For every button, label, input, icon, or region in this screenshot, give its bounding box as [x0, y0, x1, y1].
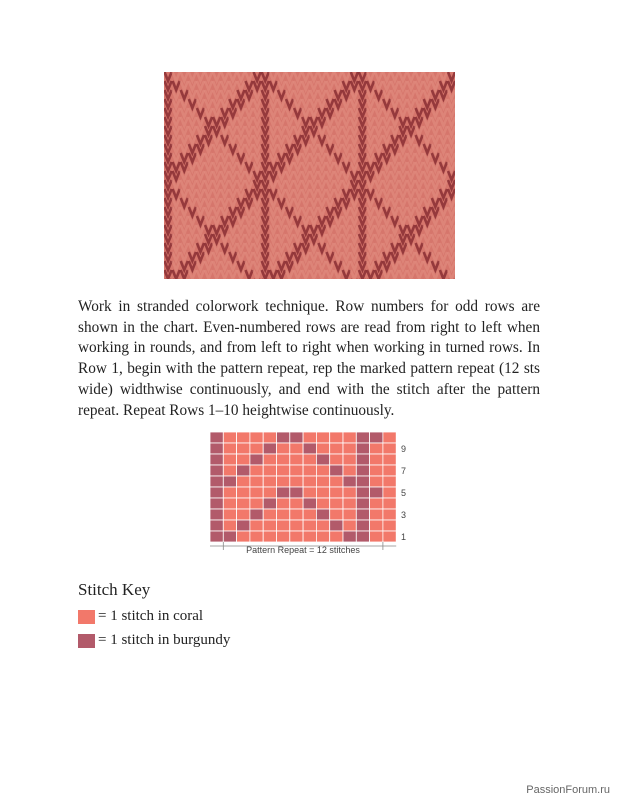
chart-cell	[223, 509, 236, 520]
chart-cell	[290, 476, 303, 487]
chart-cell	[383, 443, 396, 454]
chart-cell	[237, 454, 250, 465]
chart-cell	[370, 531, 383, 542]
chart-cell	[210, 531, 223, 542]
row-label-1: 1	[401, 532, 407, 542]
chart-cell	[237, 465, 250, 476]
chart-cell	[330, 443, 343, 454]
chart-cell	[263, 531, 276, 542]
chart-cell	[303, 465, 316, 476]
chart-cell	[303, 432, 316, 443]
chart-cell	[237, 487, 250, 498]
row-label-5: 5	[401, 488, 407, 498]
chart-cell	[316, 432, 329, 443]
chart-cell	[356, 476, 369, 487]
chart-cell	[290, 465, 303, 476]
chart-cell	[370, 520, 383, 531]
chart-cell	[223, 487, 236, 498]
chart-cell	[356, 465, 369, 476]
chart-cell	[316, 509, 329, 520]
chart-cell	[237, 509, 250, 520]
chart-cell	[290, 487, 303, 498]
chart-cell	[277, 509, 290, 520]
chart-cell	[237, 476, 250, 487]
chart-cell	[250, 498, 263, 509]
chart-cell	[237, 432, 250, 443]
chart-cell	[316, 520, 329, 531]
chart-cell	[356, 531, 369, 542]
chart-cell	[316, 487, 329, 498]
chart-cell	[370, 454, 383, 465]
chart-cell	[343, 465, 356, 476]
chart-cell	[383, 487, 396, 498]
stitch-key-title: Stitch Key	[78, 580, 151, 599]
chart-cell	[263, 509, 276, 520]
chart-cell	[210, 520, 223, 531]
chart-cell	[263, 432, 276, 443]
chart-cell	[356, 487, 369, 498]
chart-cell	[370, 465, 383, 476]
chart-cell	[303, 509, 316, 520]
chart-cell	[330, 509, 343, 520]
chart-cell	[263, 520, 276, 531]
chart-cell	[223, 531, 236, 542]
chart-cell	[356, 454, 369, 465]
chart-cell	[210, 443, 223, 454]
chart-cell	[343, 476, 356, 487]
chart-cell	[250, 520, 263, 531]
chart-cell	[370, 432, 383, 443]
chart-cell	[250, 432, 263, 443]
chart-cell	[263, 476, 276, 487]
chart-cell	[343, 454, 356, 465]
chart-cell	[290, 432, 303, 443]
chart-cell	[356, 509, 369, 520]
chart-cell	[330, 454, 343, 465]
chart-cell	[210, 498, 223, 509]
chart-cell	[210, 487, 223, 498]
chart-cell	[303, 498, 316, 509]
chart-cell	[303, 476, 316, 487]
chart-cell	[210, 432, 223, 443]
knit-swatch-photo	[164, 72, 455, 279]
chart-cell	[316, 465, 329, 476]
chart-cell	[330, 520, 343, 531]
row-label-9: 9	[401, 444, 407, 454]
chart-cell	[343, 520, 356, 531]
chart-cell	[263, 465, 276, 476]
chart-cell	[237, 520, 250, 531]
chart-cell	[316, 443, 329, 454]
chart-cell	[383, 498, 396, 509]
burgundy-swatch	[78, 634, 95, 648]
chart-cell	[277, 476, 290, 487]
chart-cell	[237, 443, 250, 454]
chart-cell	[210, 465, 223, 476]
chart-cell	[383, 476, 396, 487]
chart-cell	[343, 498, 356, 509]
chart-cell	[383, 465, 396, 476]
chart-cell	[383, 520, 396, 531]
chart-cell	[223, 443, 236, 454]
chart-cell	[277, 454, 290, 465]
coral-swatch	[78, 610, 95, 624]
chart-cell	[250, 509, 263, 520]
watermark: PassionForum.ru	[526, 784, 610, 796]
chart-cell	[316, 498, 329, 509]
chart-cell	[277, 432, 290, 443]
chart-cell	[277, 498, 290, 509]
chart-cell	[290, 454, 303, 465]
chart-cell	[370, 509, 383, 520]
chart-cell	[290, 443, 303, 454]
chart-cell	[277, 520, 290, 531]
chart-cell	[263, 487, 276, 498]
key-item-coral	[78, 608, 203, 625]
chart-cell	[330, 465, 343, 476]
chart-cell	[303, 454, 316, 465]
chart-cell	[330, 476, 343, 487]
chart-cell	[277, 443, 290, 454]
key-label-coral: = 1 stitch in coral	[98, 608, 204, 624]
chart-cell	[277, 487, 290, 498]
chart-cell	[316, 476, 329, 487]
chart-cell	[290, 509, 303, 520]
chart-cell	[343, 432, 356, 443]
chart-cell	[250, 443, 263, 454]
chart-cell	[277, 531, 290, 542]
chart-cell	[277, 465, 290, 476]
instructions-paragraph: Work in stranded colorwork technique. Row numbers for odd rows are shown in the chart. Even-numbered rows are read from right to left when working in rounds, and from left to right when working in turned rows. In Row 1, begin with the pattern repeat, rep the marked pattern repeat (12 sts wide) widthwise continuously, and end with the stitch after the pattern repeat. Repeat Rows 1–10 heightwise continuously.	[78, 298, 540, 419]
chart-cell	[210, 454, 223, 465]
chart-cell	[330, 498, 343, 509]
chart-cell	[343, 443, 356, 454]
chart-cell	[330, 432, 343, 443]
chart-cell	[223, 498, 236, 509]
chart-cell	[343, 531, 356, 542]
chart-cell	[370, 443, 383, 454]
chart-cell	[356, 520, 369, 531]
chart-cell	[237, 531, 250, 542]
chart-cell	[223, 520, 236, 531]
chart-cell	[356, 498, 369, 509]
chart-cell	[370, 498, 383, 509]
chart-cell	[290, 531, 303, 542]
chart-cell	[316, 454, 329, 465]
pattern-repeat-label: Pattern Repeat = 12 stitches	[246, 545, 360, 555]
key-item-burgundy	[78, 632, 230, 649]
chart-cell	[223, 476, 236, 487]
chart-cell	[250, 487, 263, 498]
chart-cell	[303, 531, 316, 542]
chart-cell	[343, 487, 356, 498]
chart-cell	[303, 487, 316, 498]
chart-cell	[330, 487, 343, 498]
chart-cell	[210, 476, 223, 487]
chart-cell	[263, 454, 276, 465]
chart-cell	[343, 509, 356, 520]
key-label-burgundy: = 1 stitch in burgundy	[98, 632, 231, 648]
row-label-3: 3	[401, 510, 407, 520]
chart-cell	[370, 487, 383, 498]
chart-cell	[250, 476, 263, 487]
chart-cell	[223, 454, 236, 465]
chart-cell	[330, 531, 343, 542]
chart-cell	[263, 443, 276, 454]
chart-cell	[356, 443, 369, 454]
chart-cell	[383, 432, 396, 443]
chart-cell	[263, 498, 276, 509]
chart-cell	[210, 509, 223, 520]
chart-cell	[383, 454, 396, 465]
chart-cell	[370, 476, 383, 487]
chart-cell	[223, 432, 236, 443]
chart-cell	[237, 498, 250, 509]
chart-cell	[303, 520, 316, 531]
row-label-7: 7	[401, 466, 407, 476]
chart-cell	[383, 509, 396, 520]
chart-cell	[250, 454, 263, 465]
chart-cell	[316, 531, 329, 542]
chart-cell	[223, 465, 236, 476]
chart-cell	[383, 531, 396, 542]
chart-cell	[290, 498, 303, 509]
chart-cell	[290, 520, 303, 531]
chart-cell	[250, 531, 263, 542]
chart-cell	[250, 465, 263, 476]
chart-cell	[356, 432, 369, 443]
chart-cell	[303, 443, 316, 454]
